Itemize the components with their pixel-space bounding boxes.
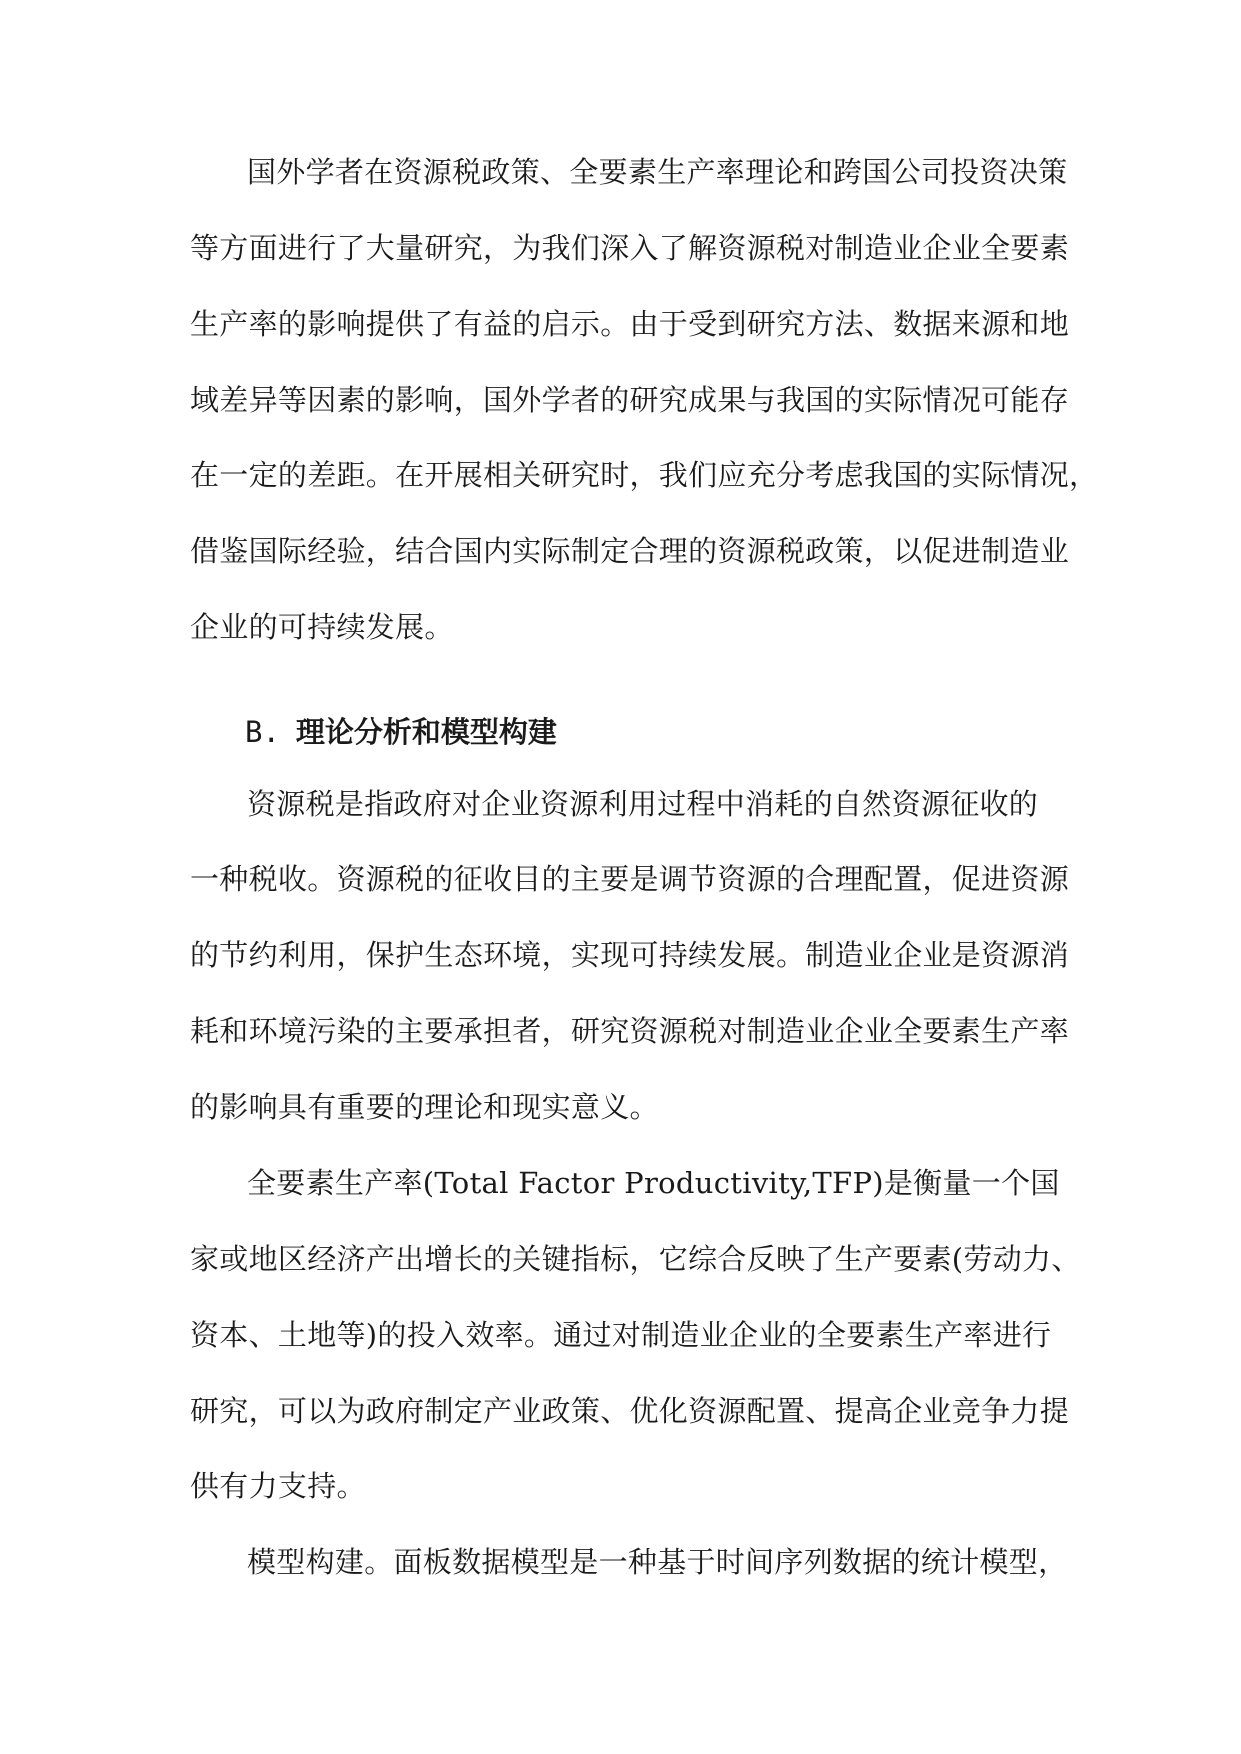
text-line: 在一定的差距。在开展相关研究时，我们应充分考虑我国的实际情况， xyxy=(190,458,1099,492)
text-line: 耗和环境污染的主要承担者，研究资源税对制造业企业全要素生产率 xyxy=(190,1014,1070,1048)
text-line: 的影响具有重要的理论和现实意义。 xyxy=(190,1090,659,1124)
text-line: 全要素生产率(Total Factor Productivity,TFP)是衡量一个国 xyxy=(247,1166,1060,1200)
section-title: 理论分析和模型构建 xyxy=(295,715,557,749)
text-line: 生产率的影响提供了有益的启示。由于受到研究方法、数据来源和地 xyxy=(190,307,1070,341)
text-line: 模型构建。面板数据模型是一种基于时间序列数据的统计模型， xyxy=(247,1545,1068,1579)
text-line: 研究，可以为政府制定产业政策、优化资源配置、提高企业竞争力提 xyxy=(190,1394,1070,1428)
text-line: 国外学者在资源税政策、全要素生产率理论和跨国公司投资决策 xyxy=(247,155,1068,189)
text-line: 供有力支持。 xyxy=(190,1469,366,1503)
text-line: 资源税是指政府对企业资源利用过程中消耗的自然资源征收的 xyxy=(247,787,1039,821)
text-line: 借鉴国际经验，结合国内实际制定合理的资源税政策，以促进制造业 xyxy=(190,534,1070,568)
section-number: B. xyxy=(245,715,280,749)
text-line: 域差异等因素的影响，国外学者的研究成果与我国的实际情况可能存 xyxy=(190,383,1070,417)
text-line: 的节约利用，保护生态环境，实现可持续发展。制造业企业是资源消 xyxy=(190,938,1070,972)
text-line: 一种税收。资源税的征收目的主要是调节资源的合理配置，促进资源 xyxy=(190,862,1070,896)
text-line: 企业的可持续发展。 xyxy=(190,610,454,644)
text-line: 家或地区经济产出增长的关键指标，它综合反映了生产要素(劳动力、 xyxy=(190,1242,1081,1276)
text-line: 资本、土地等)的投入效率。通过对制造业企业的全要素生产率进行 xyxy=(190,1318,1052,1352)
text-line: 等方面进行了大量研究，为我们深入了解资源税对制造业企业全要素 xyxy=(190,231,1070,265)
section-heading xyxy=(245,712,557,752)
